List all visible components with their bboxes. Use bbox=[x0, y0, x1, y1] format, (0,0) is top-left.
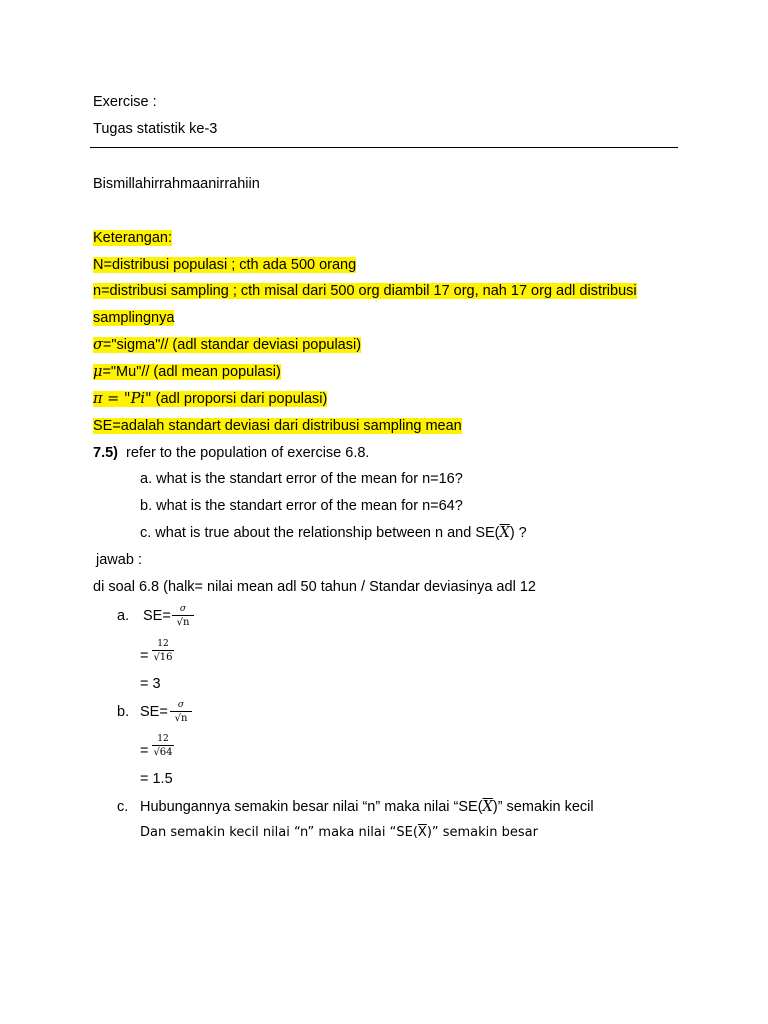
question-a: a. what is the standart error of the mean for n=16? bbox=[140, 471, 463, 487]
keterangan-N-text: N=distribusi populasi ; cth ada 500 orang bbox=[93, 257, 357, 273]
keterangan-mu bbox=[93, 362, 281, 382]
answer-c-line1 bbox=[140, 797, 594, 817]
exercise-label: Exercise : bbox=[93, 94, 157, 110]
question-number: 7.5) bbox=[93, 445, 118, 461]
fraction-bar bbox=[172, 615, 194, 616]
fraction-bar bbox=[152, 745, 174, 746]
fraction-bar bbox=[152, 650, 174, 651]
keterangan-sigma bbox=[93, 335, 361, 355]
answer-b-formula-fraction bbox=[170, 700, 192, 724]
answer-a-marker: a. bbox=[117, 608, 130, 624]
answer-b-marker: b. bbox=[117, 704, 130, 720]
keterangan-n-line2 bbox=[93, 308, 174, 328]
question-c-prefix: c. what is true about the relationship between n and SE( bbox=[140, 525, 500, 541]
answer-b-equals: = bbox=[140, 743, 149, 759]
answer-a-se-label: SE= bbox=[143, 608, 171, 624]
answer-c-line2-xbar: $\overline{X}$ bbox=[417, 825, 427, 840]
pi-symbol: π = "Pi" bbox=[93, 391, 152, 407]
keterangan-N bbox=[93, 255, 356, 275]
answer-c-line1-xbar: $\overline{X}$ bbox=[482, 799, 493, 815]
answer-intro: di soal 6.8 (halk= nilai mean adl 50 tahun / Standar deviasinya adl 12 bbox=[93, 579, 536, 595]
keterangan-n-line2-text: samplingnya bbox=[93, 310, 175, 326]
keterangan-pi bbox=[93, 389, 327, 409]
answer-b-result: = 1.5 bbox=[140, 771, 173, 787]
pi-text: (adl proporsi dari populasi) bbox=[151, 391, 328, 407]
fraction-denominator: √n bbox=[174, 713, 188, 724]
answer-c-line1-suffix: )” semakin kecil bbox=[492, 799, 594, 815]
question-c-xbar: $\overline{X}$ bbox=[499, 525, 510, 541]
mu-symbol: μ bbox=[93, 364, 103, 380]
greeting: Bismillahirrahmaanirrahiin bbox=[93, 176, 260, 192]
fraction-denominator: √64 bbox=[153, 747, 173, 758]
answer-label: jawab : bbox=[96, 552, 142, 568]
fraction-denominator: √n bbox=[176, 617, 190, 628]
question-c-suffix: ) ? bbox=[509, 525, 527, 541]
answer-b-se-label: SE= bbox=[140, 704, 168, 720]
keterangan-se bbox=[93, 416, 462, 436]
header-divider bbox=[90, 147, 678, 148]
fraction-denominator: √16 bbox=[153, 652, 173, 663]
keterangan-n-line1-text: n=distribusi sampling ; cth misal dari 500 org diambil 17 org, nah 17 org adl distribusi bbox=[93, 283, 637, 299]
answer-a-formula-fraction bbox=[172, 604, 194, 628]
question-c bbox=[140, 523, 527, 543]
answer-c-line2-prefix: Dan semakin kecil nilai “n” maka nilai “SE( bbox=[140, 825, 418, 840]
fraction-numerator: 12 bbox=[157, 734, 169, 744]
fraction-numerator: σ bbox=[177, 700, 185, 710]
fraction-numerator: 12 bbox=[157, 639, 169, 649]
keterangan-heading-text: Keterangan: bbox=[93, 230, 173, 246]
answer-c-marker: c. bbox=[117, 799, 129, 815]
keterangan-n-line1 bbox=[93, 281, 637, 301]
question-b: b. what is the standart error of the mean for n=64? bbox=[140, 498, 463, 514]
keterangan-se-text: SE=adalah standart deviasi dari distribusi sampling mean bbox=[93, 418, 462, 434]
sigma-text: ="sigma"// (adl standar deviasi populasi) bbox=[102, 337, 362, 353]
answer-c-line2 bbox=[140, 823, 538, 843]
answer-a-result: = 3 bbox=[140, 676, 161, 692]
answer-a-equals: = bbox=[140, 648, 149, 664]
keterangan-heading bbox=[93, 228, 172, 248]
question-text: refer to the population of exercise 6.8. bbox=[126, 445, 370, 461]
answer-c-line1-prefix: Hubungannya semakin besar nilai “n” maka nilai “SE( bbox=[140, 799, 483, 815]
fraction-bar bbox=[170, 711, 192, 712]
fraction-numerator: σ bbox=[179, 604, 187, 614]
answer-c-line2-suffix: )” semakin besar bbox=[426, 825, 538, 840]
mu-text: ="Mu"// (adl mean populasi) bbox=[102, 364, 281, 380]
answer-b-value-fraction bbox=[152, 734, 174, 758]
question-7-5 bbox=[93, 443, 369, 463]
document-title: Tugas statistik ke-3 bbox=[93, 121, 218, 137]
answer-a-value-fraction bbox=[152, 639, 174, 663]
sigma-symbol: σ bbox=[93, 337, 103, 353]
